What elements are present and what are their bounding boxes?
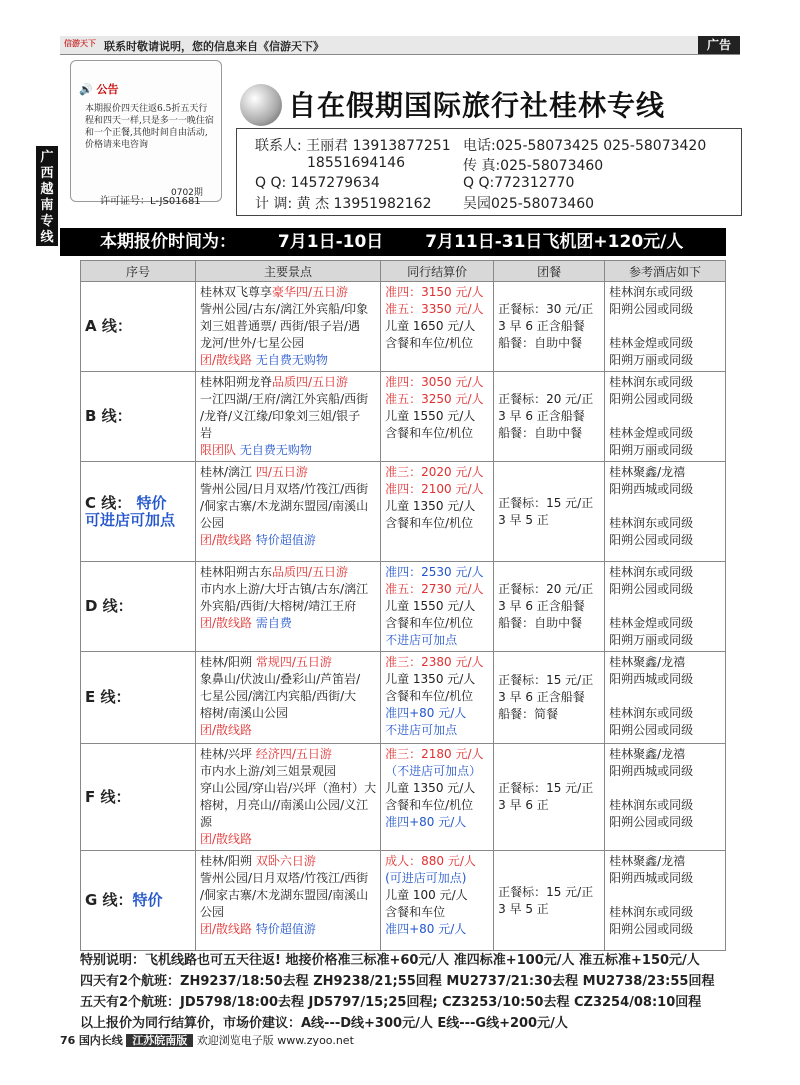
meal-line: 船餐：自助中餐	[498, 426, 583, 440]
spot-text: 榕树/南溪山公园	[200, 706, 289, 720]
site-link[interactable]: 欢迎浏览电子版 www.zyoo.net	[196, 1034, 354, 1047]
hotel-line: 阳朔西城或同级	[609, 672, 694, 686]
hotel-line: 阳朔万丽或同级	[609, 443, 694, 457]
hotel-line	[609, 318, 721, 335]
permit-number: 许可证号：L-JS01681	[100, 196, 201, 207]
spot-text: 桂林/兴坪	[200, 747, 253, 761]
contact-planner2: 吴园025-58073460	[463, 196, 595, 212]
spot-text: 桂林/漓江	[200, 465, 253, 479]
section-name: 国内长线	[78, 1034, 123, 1047]
spot-text: /侗家古寨/木龙湖东盟园/南溪山	[200, 499, 369, 513]
spot-text: 刘三姐普通票/ 西街/银子岩/遇	[200, 319, 360, 333]
spot-line	[200, 464, 376, 481]
meal-line: 3 早 6 正含船餐	[498, 319, 585, 333]
price-line	[385, 464, 489, 481]
price-line	[385, 318, 489, 335]
spot-line	[200, 284, 376, 301]
price-text: 儿童 1550 元/人	[385, 599, 476, 613]
spot-text: 訾州公园/日月双塔/竹筏江/西街	[200, 871, 369, 885]
price-line	[385, 515, 489, 532]
price-line	[385, 671, 489, 688]
price-text: 准五：2730 元/人	[385, 582, 484, 596]
spot-line	[200, 318, 376, 335]
meal-line: 正餐标：30 元/正	[498, 302, 594, 316]
spot-line	[200, 797, 376, 814]
meal-line: 船餐：自助中餐	[498, 336, 583, 350]
price-line	[385, 705, 489, 722]
hotel-line: 桂林润东或同级	[609, 516, 694, 530]
meal-cell	[494, 562, 605, 652]
edition-label: 江苏皖南版	[126, 1034, 193, 1047]
price-text: 准四+80 元/人	[385, 706, 467, 720]
hotel-line: 阳朔万丽或同级	[609, 353, 694, 367]
tour-table	[80, 260, 726, 951]
hotel-line: 桂林聚鑫/龙禧	[609, 465, 686, 479]
price-period-2: 7月11日-31日飞机团+120元/人	[425, 232, 684, 252]
spot-line	[200, 532, 376, 549]
contact-phone: 电话:025-58073425 025-58073420	[463, 138, 707, 154]
hotel-cell	[605, 562, 726, 652]
spot-line	[200, 425, 376, 442]
hotel-line: 阳朔公园或同级	[609, 815, 694, 829]
hotel-line: 桂林润东或同级	[609, 798, 694, 812]
hotel-line: 阳朔西城或同级	[609, 764, 694, 778]
price-text: 准四：2530 元/人	[385, 565, 484, 579]
meal-line: 船餐：自助中餐	[498, 616, 583, 630]
spot-text: 桂林/阳朔	[200, 854, 253, 868]
col-price: 同行结算价	[381, 261, 494, 282]
contact-box	[236, 128, 742, 216]
spot-text: 团/散线路	[200, 832, 253, 846]
side-tab: 广西越南专线	[36, 146, 58, 246]
meal-line: 3 早 6 正含船餐	[498, 599, 585, 613]
meal-line: 正餐标：15 元/正	[498, 781, 594, 795]
price-text: 成人：880 元/人	[385, 854, 476, 868]
page-title: 自在假期国际旅行社桂林专线	[288, 89, 666, 122]
spot-text: 市内水上游/刘三姐景观园	[200, 764, 337, 778]
hotel-line	[609, 688, 721, 705]
hotel-cell	[605, 462, 726, 562]
hotel-line: 桂林金煌或同级	[609, 336, 694, 350]
spot-line	[200, 780, 376, 797]
price-period-1: 7月1日-10日	[277, 232, 384, 252]
note-flights-5day: 五天有2个航班：JD5798/18:00去程 JD5797/15;25回程; CZ3253/10:50去程 CZ3254/08:10回程	[80, 995, 702, 1010]
table-row	[81, 282, 726, 372]
col-hotel: 参考酒店如下	[605, 261, 726, 282]
price-text: 儿童 100 元/人	[385, 888, 468, 902]
price-text: 含餐和车位/机位	[385, 798, 474, 812]
spot-text: /龙脊/义江缘/印象刘三姐/银子	[200, 409, 361, 423]
price-text: 含餐和车位	[385, 905, 446, 919]
price-line	[385, 391, 489, 408]
hotel-line: 阳朔公园或同级	[609, 582, 694, 596]
price-period-label: 本期报价时间为：	[100, 232, 236, 252]
spot-text: 一江四湖/王府/漓江外宾船/西街	[200, 392, 369, 406]
contact-reminder: 联系时敬请说明，您的信息来自《信游天下》	[104, 40, 324, 53]
hotel-cell	[605, 652, 726, 744]
spots-cell	[196, 372, 381, 462]
spot-line	[200, 671, 376, 688]
price-line	[385, 904, 489, 921]
hotel-line: 桂林润东或同级	[609, 706, 694, 720]
agency-globe-icon	[240, 84, 282, 126]
spot-text: 四/五日游	[252, 465, 308, 479]
route-extra-part: 可进店可加点	[85, 510, 176, 529]
spot-text: 穿山公园/穿山岩/兴坪（渔村）大	[200, 781, 377, 795]
route-cell	[81, 562, 196, 652]
price-line	[385, 797, 489, 814]
notes-block	[80, 950, 740, 1034]
route-label: F 线：	[85, 787, 131, 806]
price-text: 准三：2180 元/人	[385, 747, 484, 761]
route-label: E 线：	[85, 688, 131, 706]
spot-text: 象鼻山/伏波山/叠彩山/芦笛岩/	[200, 672, 361, 686]
meal-line: 正餐标：15 元/正	[498, 673, 594, 687]
table-row	[81, 462, 726, 562]
hotel-line: 阳朔公园或同级	[609, 302, 694, 316]
price-cell	[381, 652, 494, 744]
meal-cell	[494, 462, 605, 562]
contact-fax: 传 真:025-58073460	[463, 158, 604, 174]
price-text: 含餐和车位/机位	[385, 689, 474, 703]
page-footer	[60, 1032, 440, 1048]
price-text: (可进店可加点)	[385, 871, 467, 885]
spots-cell	[196, 562, 381, 652]
table-row	[81, 562, 726, 652]
price-line	[385, 301, 489, 318]
spot-line	[200, 870, 376, 887]
hotel-line: 阳朔公园或同级	[609, 922, 694, 936]
spot-text: 桂林/阳朔	[200, 655, 253, 669]
top-banner	[60, 36, 740, 55]
spot-text: 需自费	[252, 616, 292, 630]
hotel-line: 桂林金煌或同级	[609, 616, 694, 630]
route-cell	[81, 652, 196, 744]
spot-text: 公园	[200, 905, 225, 919]
ad-tag: 广告	[698, 36, 740, 54]
spot-line	[200, 814, 376, 831]
spot-text: 无自费无购物	[252, 353, 328, 367]
price-line	[385, 374, 489, 391]
spot-line	[200, 763, 376, 780]
route-cell	[81, 372, 196, 462]
meal-line: 3 早 6 正	[498, 798, 549, 812]
price-text: 不进店可加点	[385, 633, 458, 647]
price-line	[385, 887, 489, 904]
table-header-row	[81, 261, 726, 282]
meal-cell	[494, 652, 605, 744]
price-line	[385, 814, 489, 831]
meal-line: 3 早 6 正含船餐	[498, 409, 585, 423]
spot-line	[200, 615, 376, 632]
spot-text: 团/散线路	[200, 723, 253, 737]
hotel-line	[609, 780, 721, 797]
price-line	[385, 632, 489, 649]
spot-line	[200, 831, 376, 848]
route-extra-part: 特价	[131, 493, 167, 512]
hotel-line: 阳朔西城或同级	[609, 482, 694, 496]
price-line	[385, 498, 489, 515]
price-text: 准四+80 元/人	[385, 922, 467, 936]
spot-text: 常规四/五日游	[252, 655, 332, 669]
price-line	[385, 688, 489, 705]
price-line	[385, 284, 489, 301]
price-text: 准五：3250 元/人	[385, 392, 484, 406]
spot-text: 榕树，月亮山//南溪山公园/义江	[200, 798, 369, 812]
spot-text: 市内水上游/大圩古镇/古东/漓江	[200, 582, 369, 596]
meal-cell	[494, 372, 605, 462]
price-text: 含餐和车位/机位	[385, 426, 474, 440]
price-text: 含餐和车位/机位	[385, 616, 474, 630]
tour-table-body	[81, 282, 726, 951]
meal-line: 3 早 6 正含船餐	[498, 690, 585, 704]
contact-qq1: Q Q: 1457279634	[255, 175, 380, 191]
route-cell	[81, 851, 196, 951]
meal-cell	[494, 282, 605, 372]
price-text: 准五：3350 元/人	[385, 302, 484, 316]
price-line	[385, 921, 489, 938]
notice-issue: 0702期	[171, 188, 203, 198]
note-market-price: 以上报价为同行结算价，市场价建议：A线---D线+300元/人 E线---G线+200元/人	[80, 1016, 568, 1031]
spot-line	[200, 481, 376, 498]
contact-mobile: 18551694146	[307, 155, 405, 171]
price-line	[385, 746, 489, 763]
col-meal: 团餐	[494, 261, 605, 282]
spot-text: 团/散线路	[200, 616, 253, 630]
spot-line	[200, 887, 376, 904]
notice-text: 本期报价四天往返6.5折五天行程和四天一样,只是多一一晚住宿和一个正餐,其他时间自由活动,价格请来电咨询	[85, 104, 214, 150]
spot-text: 品质四/五日游	[272, 565, 349, 579]
table-row	[81, 851, 726, 951]
spot-line	[200, 921, 376, 938]
meal-line: 3 早 5 正	[498, 512, 549, 527]
notice-heading: 🔊 公告	[79, 83, 119, 96]
spot-line	[200, 301, 376, 318]
spots-cell	[196, 652, 381, 744]
spots-cell	[196, 744, 381, 851]
meal-line: 正餐标：15 元/正	[498, 495, 594, 510]
price-cell	[381, 372, 494, 462]
price-line	[385, 763, 489, 780]
spot-line	[200, 564, 376, 581]
spot-line	[200, 904, 376, 921]
route-label: A 线：	[85, 317, 132, 335]
route-cell	[81, 744, 196, 851]
hotel-line: 桂林聚鑫/龙禧	[609, 747, 686, 761]
notice-scroll	[70, 60, 222, 202]
price-line	[385, 853, 489, 870]
hotel-line: 桂林聚鑫/龙禧	[609, 655, 686, 669]
spot-line	[200, 335, 376, 352]
spot-line	[200, 352, 376, 369]
route-label: C 线：	[85, 493, 132, 512]
page-number: 76	[60, 1034, 76, 1047]
spot-text: 团/散线路	[200, 353, 253, 367]
spot-text: 品质四/五日游	[272, 375, 349, 389]
meal-line: 正餐标：20 元/正	[498, 392, 594, 406]
contact-qq2: Q Q:772312770	[463, 175, 575, 191]
price-text: 儿童 1350 元/人	[385, 781, 476, 795]
price-text: 儿童 1350 元/人	[385, 499, 476, 513]
price-text: 准四：3150 元/人	[385, 285, 484, 299]
price-text: 准四：3050 元/人	[385, 375, 484, 389]
spot-text: 公园	[200, 516, 225, 530]
spot-text: 龙河/世外/七星公园	[200, 336, 305, 350]
spot-text: /侗家古寨/木龙湖东盟园/南溪山	[200, 888, 369, 902]
hotel-line: 桂林润东或同级	[609, 565, 694, 579]
hotel-line	[609, 408, 721, 425]
hotel-line	[609, 498, 721, 515]
spot-text: 外宾船/西街/大榕树/靖江王府	[200, 599, 357, 613]
price-text: 儿童 1350 元/人	[385, 672, 476, 686]
price-period-bar	[60, 228, 726, 256]
price-line	[385, 564, 489, 581]
spot-text: 桂林阳朔龙脊	[200, 375, 273, 389]
price-text: 儿童 1650 元/人	[385, 319, 476, 333]
price-cell	[381, 744, 494, 851]
col-seq: 序号	[81, 261, 196, 282]
route-label: G 线：	[85, 891, 133, 909]
spot-line	[200, 498, 376, 515]
hotel-line: 阳朔万丽或同级	[609, 633, 694, 647]
meal-line: 3 早 5 正	[498, 901, 549, 916]
price-text: 准三：2380 元/人	[385, 655, 484, 669]
spot-line	[200, 391, 376, 408]
price-cell	[381, 851, 494, 951]
spot-text: 七星公园/漓江内宾船/西街/大	[200, 689, 357, 703]
spot-text: 经济四/五日游	[252, 747, 332, 761]
price-cell	[381, 562, 494, 652]
price-cell	[381, 282, 494, 372]
spot-line	[200, 442, 376, 459]
price-line	[385, 870, 489, 887]
meal-line: 正餐标：15 元/正	[498, 884, 594, 899]
price-line	[385, 425, 489, 442]
price-text: 准四：2100 元/人	[385, 482, 484, 496]
contact-person: 联系人: 王丽君 13913877251	[255, 138, 451, 154]
hotel-line: 阳朔公园或同级	[609, 723, 694, 737]
spot-text: 双卧六日游	[252, 854, 316, 868]
note-flights-4day: 四天有2个航班：ZH9237/18:50去程 ZH9238/21;55回程 MU2737/21:30去程 MU2738/23:55回程	[80, 974, 715, 989]
hotel-line: 阳朔公园或同级	[609, 533, 694, 547]
table-row	[81, 744, 726, 851]
route-cell	[81, 462, 196, 562]
route-cell	[81, 282, 196, 372]
route-label: B 线：	[85, 407, 132, 425]
hotel-line: 阳朔西城或同级	[609, 871, 694, 885]
spot-text: 无自费无购物	[236, 443, 312, 457]
spot-text: 豪华四/五日游	[272, 285, 349, 299]
spot-line	[200, 688, 376, 705]
hotel-line: 桂林润东或同级	[609, 285, 694, 299]
spot-text: 岩	[200, 426, 213, 440]
spot-text: 源	[200, 815, 213, 829]
route-label: D 线：	[85, 597, 133, 615]
table-row	[81, 372, 726, 462]
spot-line	[200, 705, 376, 722]
price-text: 含餐和车位/机位	[385, 516, 474, 530]
spot-line	[200, 598, 376, 615]
price-line	[385, 481, 489, 498]
note-special: 特别说明：飞机线路也可五天往返! 地接价格准三标准+60元/人 准四标准+100元/人 准五标准+150元/人	[80, 953, 700, 968]
spots-cell	[196, 282, 381, 372]
contact-planner: 计 调: 黄 杰 13951982162	[255, 196, 432, 212]
spot-line	[200, 374, 376, 391]
route-extra: 特价	[132, 891, 163, 909]
price-line	[385, 408, 489, 425]
spot-text: 訾州公园/古东/漓江外宾船/印象	[200, 302, 369, 316]
price-line	[385, 335, 489, 352]
meal-cell	[494, 744, 605, 851]
spot-line	[200, 722, 376, 739]
price-text: 准三：2020 元/人	[385, 465, 484, 479]
price-line	[385, 654, 489, 671]
spot-text: 团/散线路	[200, 922, 253, 936]
hotel-line: 阳朔公园或同级	[609, 392, 694, 406]
hotel-line: 桂林金煌或同级	[609, 426, 694, 440]
price-text: 含餐和车位/机位	[385, 336, 474, 350]
spot-line	[200, 408, 376, 425]
hotel-line	[609, 598, 721, 615]
spot-text: 团/散线路	[200, 533, 253, 547]
hotel-line	[609, 887, 721, 904]
price-text: （不进店可加点）	[385, 764, 482, 778]
spot-text: 限团队	[200, 443, 237, 457]
price-line	[385, 780, 489, 797]
hotel-line: 桂林润东或同级	[609, 905, 694, 919]
price-text: 儿童 1550 元/人	[385, 409, 476, 423]
spot-text: 桂林双飞尊享	[200, 285, 273, 299]
spot-line	[200, 853, 376, 870]
spot-text: 特价超值游	[252, 922, 316, 936]
table-row	[81, 652, 726, 744]
spot-line	[200, 515, 376, 532]
hotel-line: 桂林润东或同级	[609, 375, 694, 389]
price-text: 准四+80 元/人	[385, 815, 467, 829]
hotel-cell	[605, 282, 726, 372]
meal-cell	[494, 851, 605, 951]
hotel-cell	[605, 744, 726, 851]
price-line	[385, 598, 489, 615]
spot-text: 訾州公园/日月双塔/竹筏江/西街	[200, 482, 369, 496]
hotel-cell	[605, 851, 726, 951]
price-text: 不进店可加点	[385, 723, 458, 737]
price-line	[385, 581, 489, 598]
col-spots: 主要景点	[196, 261, 381, 282]
price-cell	[381, 462, 494, 562]
meal-line: 正餐标：20 元/正	[498, 582, 594, 596]
spot-line	[200, 746, 376, 763]
spot-text: 特价超值游	[252, 533, 316, 547]
spot-line	[200, 581, 376, 598]
publisher-logo: 信游天下	[64, 39, 96, 48]
hotel-line: 桂林聚鑫/龙禧	[609, 854, 686, 868]
spot-text: 桂林阳朔古东	[200, 565, 273, 579]
meal-line: 船餐：简餐	[498, 707, 559, 721]
spots-cell	[196, 462, 381, 562]
hotel-cell	[605, 372, 726, 462]
price-line	[385, 722, 489, 739]
price-line	[385, 615, 489, 632]
spot-line	[200, 654, 376, 671]
spots-cell	[196, 851, 381, 951]
